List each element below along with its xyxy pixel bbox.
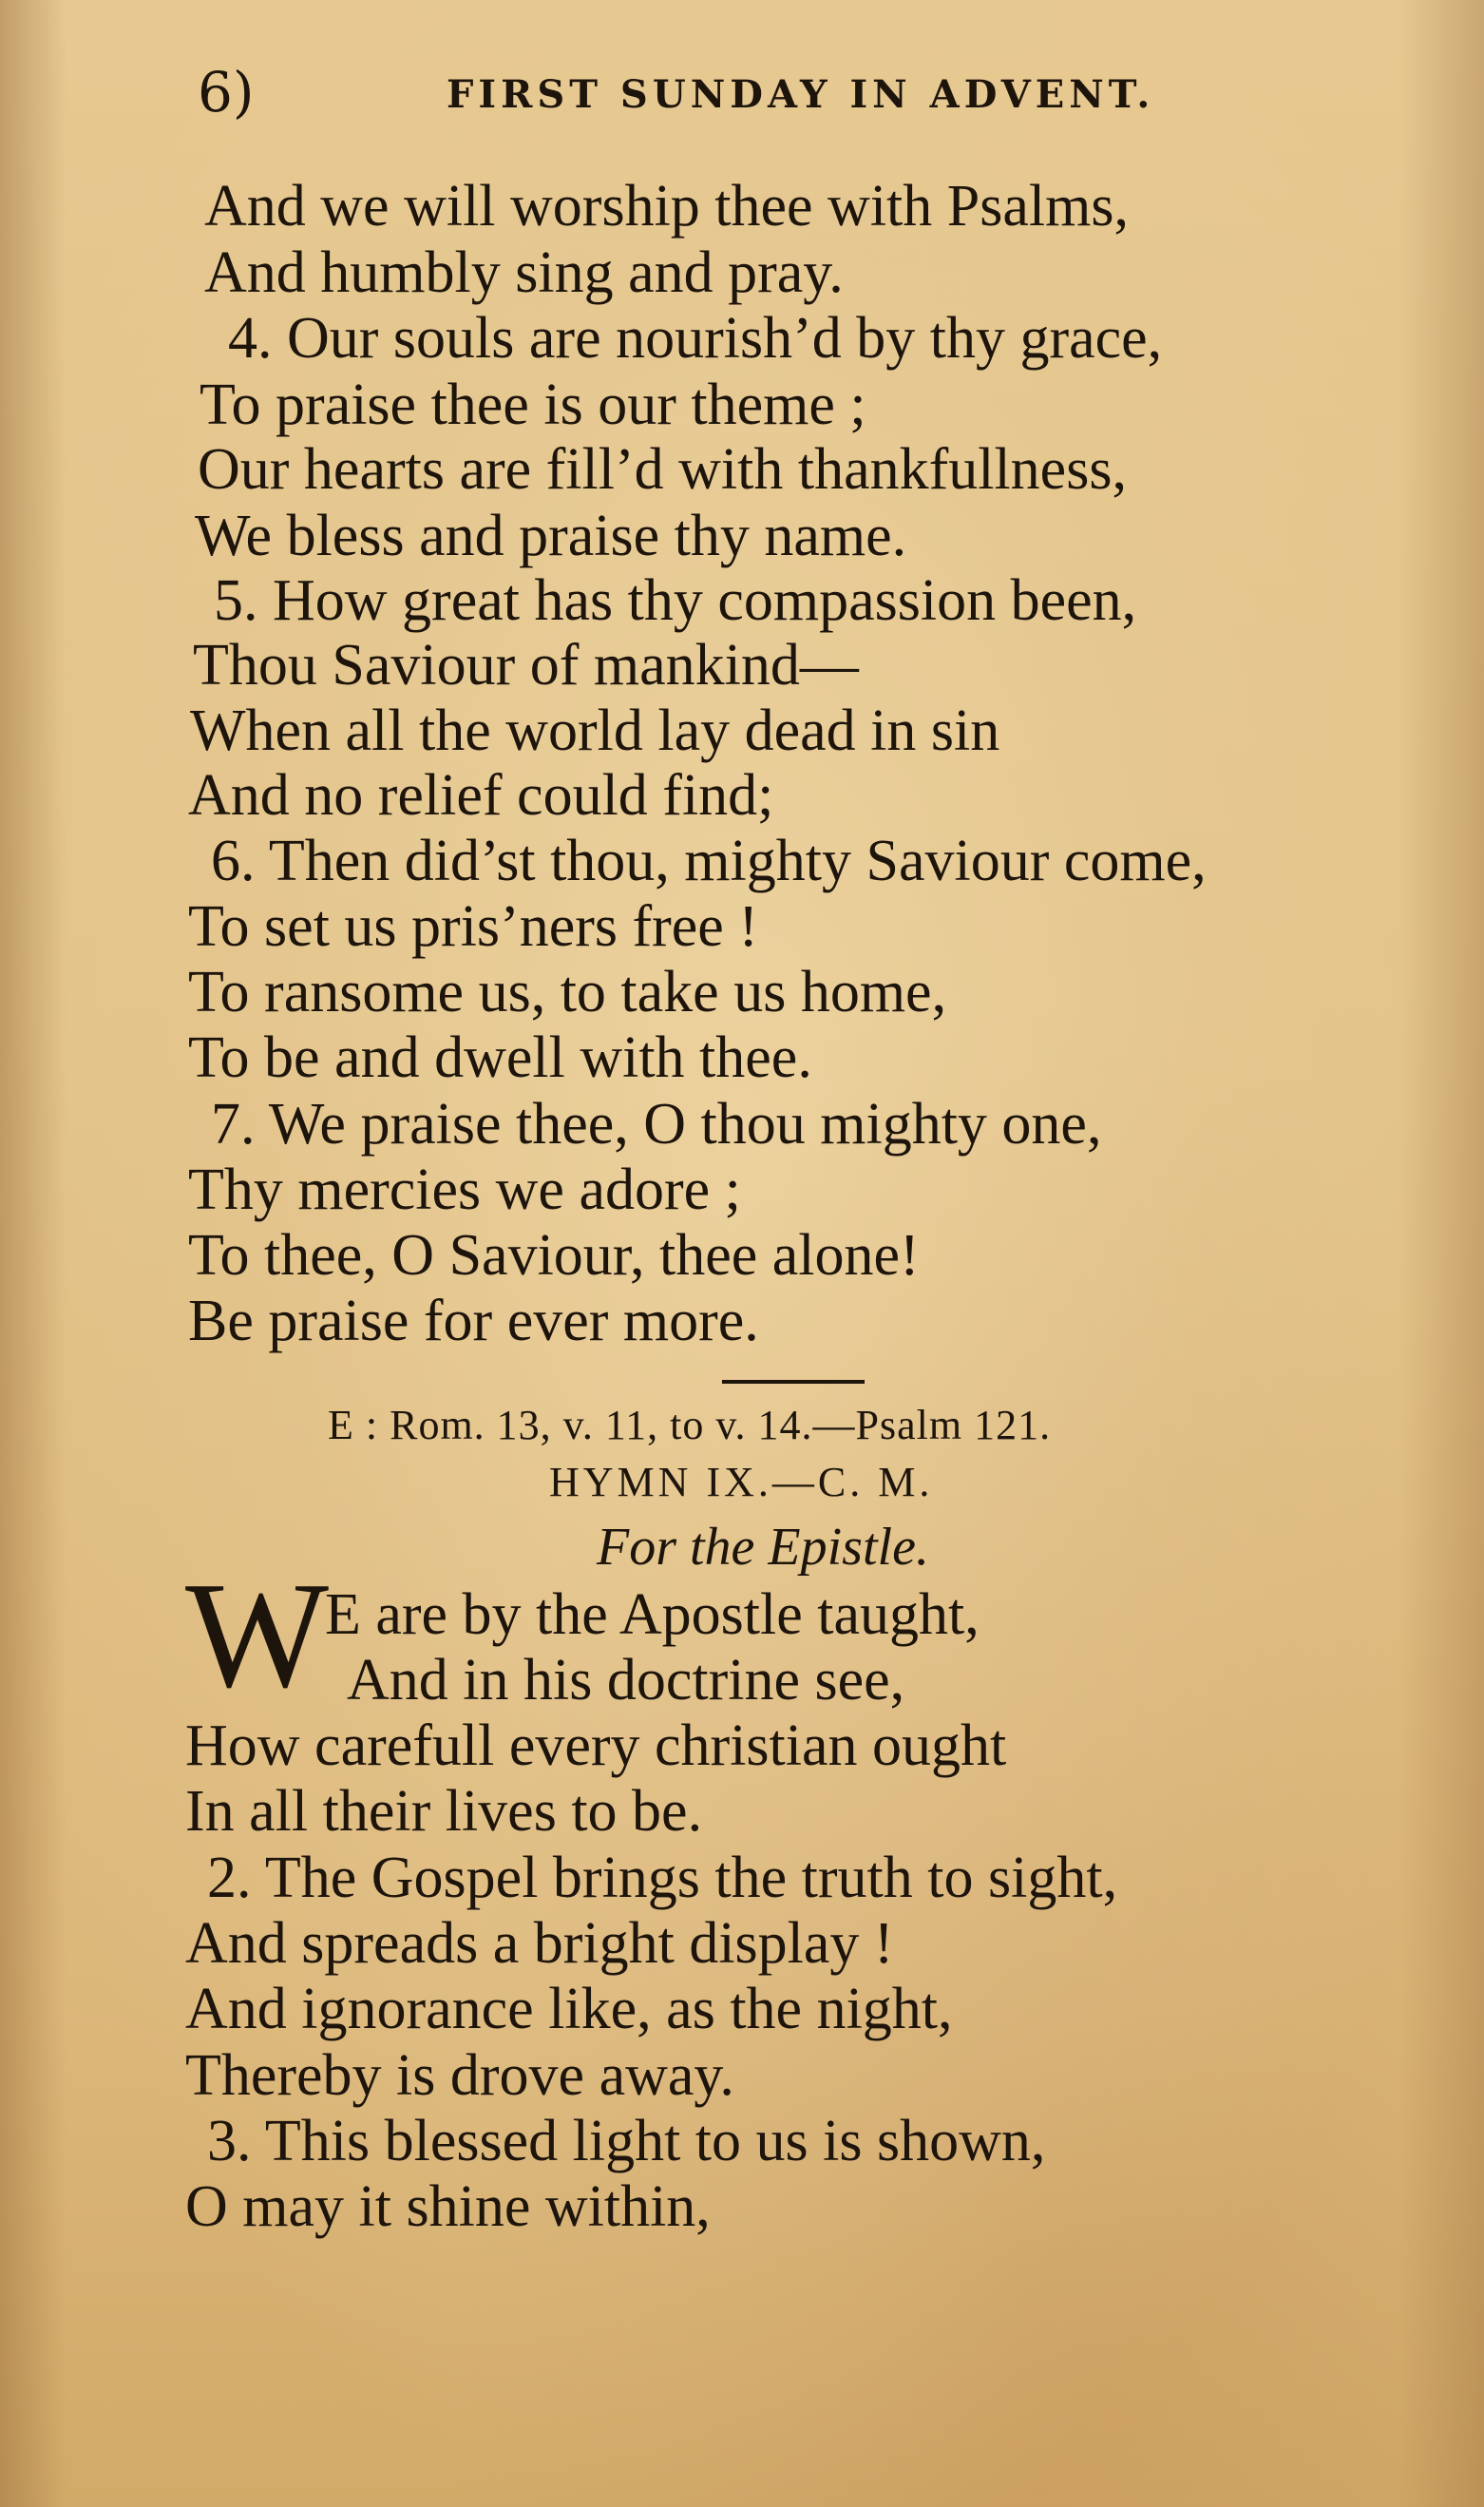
reading-reference: E : Rom. 13, v. 11, to v. 14.—Psalm 121.: [328, 1402, 1052, 1448]
verse-line: Thereby is drove away.: [185, 2043, 734, 2108]
verse-line: To praise thee is our theme ;: [200, 373, 866, 437]
verse-line: 5. How great has thy compassion been,: [214, 568, 1137, 633]
hymn-subtitle: For the Epistle.: [597, 1518, 929, 1577]
verse-line: 4. Our souls are nourish’d by thy grace,: [228, 306, 1163, 371]
verse-line: And ignorance like, as the night,: [185, 1977, 953, 2041]
verse-line: And we will worship thee with Psalms,: [204, 174, 1129, 239]
verse-line: To ransome us, to take us home,: [188, 960, 947, 1024]
page-header: [190, 59, 1235, 125]
verse-line: Be praise for ever more.: [188, 1289, 759, 1353]
verse-line: And no relief could find;: [188, 763, 774, 828]
page-number: 6): [198, 60, 255, 124]
verse-line: In all their lives to be.: [185, 1779, 703, 1844]
page-edge-shadow-right: [1398, 0, 1484, 2507]
verse-line: 2. The Gospel brings the truth to sight,: [207, 1846, 1118, 1910]
verse-line: Thy mercies we adore ;: [188, 1158, 741, 1222]
verse-line: We bless and praise thy name.: [195, 504, 907, 568]
verse-line: 6. Then did’st thou, mighty Saviour come,: [211, 829, 1207, 893]
verse-line: And spreads a bright display !: [185, 1911, 894, 1976]
verse-line: Thou Saviour of mankind—: [193, 633, 859, 698]
verse-line: To be and dwell with thee.: [188, 1025, 812, 1090]
drop-cap: W: [185, 1550, 330, 1719]
verse-line: And humbly sing and pray.: [204, 240, 844, 305]
page-edge-shadow-left: [0, 0, 67, 2507]
verse-line: To thee, O Saviour, thee alone!: [188, 1223, 920, 1288]
verse-line: To set us pris’ners free !: [188, 894, 758, 959]
verse-line: How carefull every christian ought: [185, 1713, 1007, 1778]
hymn-title: HYMN IX.—C. M.: [549, 1459, 934, 1505]
verse-line: When all the world lay dead in sin: [190, 699, 1000, 763]
verse-line: And in his doctrine see,: [347, 1648, 905, 1713]
verse-line: Our hearts are fill’d with thankfullness,: [198, 437, 1127, 502]
verse-line: E are by the Apostle taught,: [325, 1582, 980, 1647]
running-head: FIRST SUNDAY IN ADVENT.: [447, 72, 1155, 117]
verse-line: 7. We praise thee, O thou mighty one,: [211, 1092, 1102, 1157]
verse-line: O may it shine within,: [185, 2174, 711, 2239]
section-rule: [722, 1380, 865, 1384]
verse-line: 3. This blessed light to us is shown,: [207, 2109, 1046, 2173]
